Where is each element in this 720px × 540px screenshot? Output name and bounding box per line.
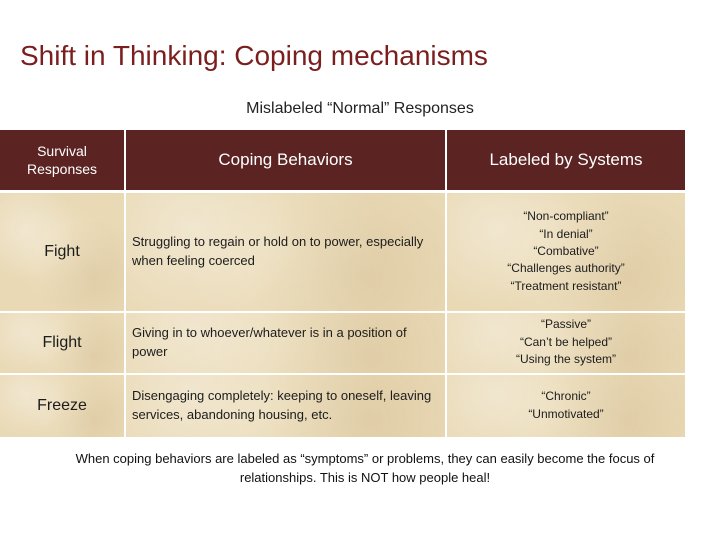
behavior-cell: Giving in to whoever/whatever is in a position of power bbox=[125, 312, 446, 374]
table-row bbox=[0, 312, 685, 374]
table-row bbox=[0, 374, 685, 438]
response-cell: Freeze bbox=[0, 374, 125, 438]
labels-cell bbox=[446, 374, 685, 438]
labels-cell bbox=[446, 192, 685, 312]
label-text: “Challenges authority” bbox=[507, 261, 625, 276]
slide-title: Shift in Thinking: Coping mechanisms bbox=[20, 40, 488, 71]
behavior-cell: Disengaging completely: keeping to oneself, leaving services, abandoning housing, etc. bbox=[125, 374, 446, 438]
label-text: “Combative” bbox=[533, 244, 599, 259]
response-cell: Fight bbox=[0, 192, 125, 312]
response-cell: Flight bbox=[0, 312, 125, 374]
label-text: “Chronic” bbox=[541, 389, 591, 404]
coping-table bbox=[0, 130, 685, 439]
labels-cell bbox=[446, 312, 685, 374]
header-coping-behaviors: Coping Behaviors bbox=[125, 130, 446, 192]
label-text: “Passive” bbox=[540, 317, 591, 332]
behavior-cell: Struggling to regain or hold on to power, especially when feeling coerced bbox=[125, 192, 446, 312]
header-labeled-by-systems: Labeled by Systems bbox=[446, 130, 685, 192]
footer-note: When coping behaviors are labeled as “symptoms” or problems, they can easily become the focus of relationships. This is NOT how people heal! bbox=[75, 451, 655, 485]
label-text: “Unmotivated” bbox=[528, 406, 604, 421]
table-header-row bbox=[0, 130, 685, 192]
label-text: “Using the system” bbox=[515, 352, 617, 367]
table-row bbox=[0, 192, 685, 312]
label-text: “Can’t be helped” bbox=[519, 334, 613, 349]
table-caption: Mislabeled “Normal” Responses bbox=[246, 100, 474, 117]
label-text: “Treatment resistant” bbox=[510, 278, 622, 293]
header-survival-responses: Survival Responses bbox=[0, 130, 125, 192]
label-text: “In denial” bbox=[539, 226, 593, 241]
label-text: “Non-compliant” bbox=[523, 209, 609, 224]
